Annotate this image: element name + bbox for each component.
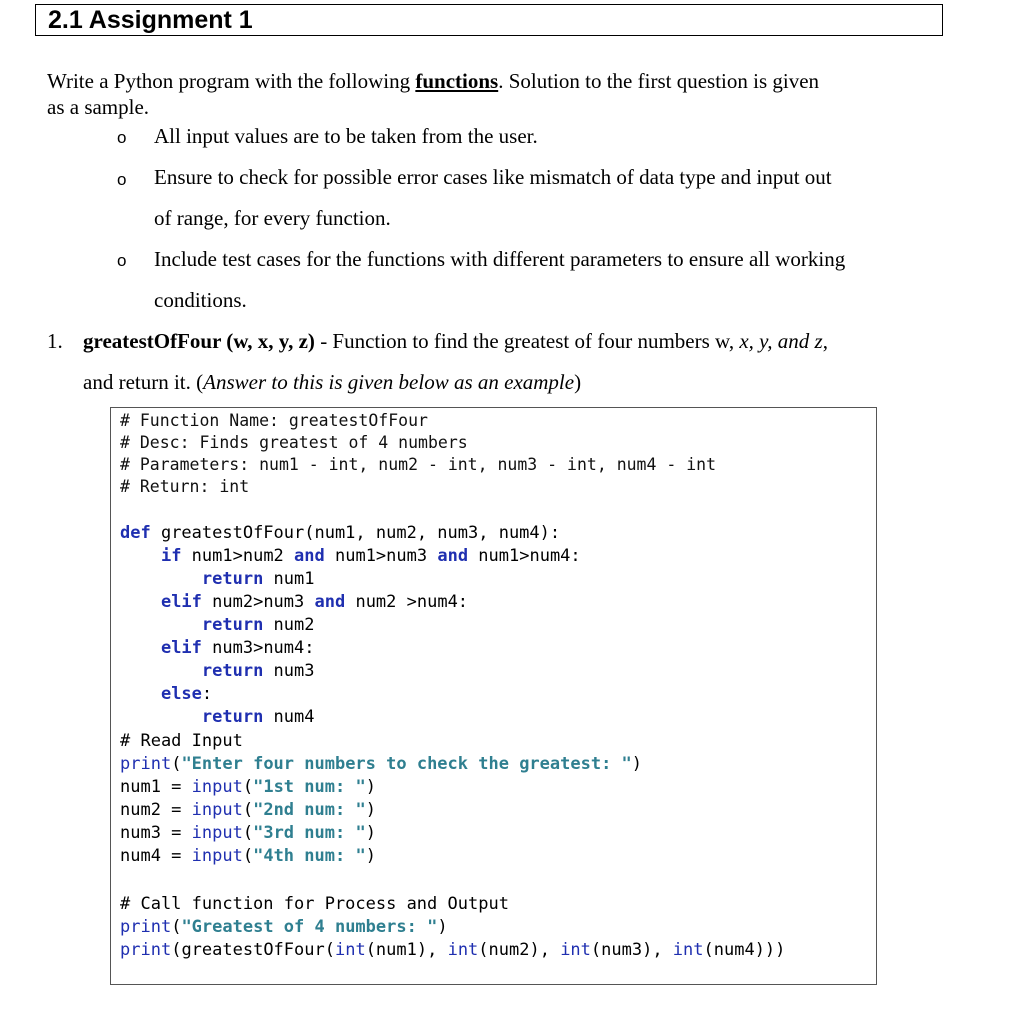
code-line-if: if num1>num2 and num1>num3 and num1>num4: [160,546,581,566]
code-line-elif: elif num3>num4: [160,638,315,658]
function-signature: greatestOfFour (w, x, y, z) [83,329,315,353]
bullet-test-cases-line-1: Include test cases for the functions with different parameters to ensure all working [154,247,846,271]
bullet-marker: o [117,170,127,189]
code-comment: # Parameters: num1 - int, num2 - int, num3 - int, num4 - int [120,455,717,474]
bullet-marker: o [117,128,127,147]
code-line-print: print("Greatest of 4 numbers: ") [120,917,448,937]
bullet-error-cases-line-2: of range, for every function. [154,206,391,230]
code-comment-call: # Call function for Process and Output [120,894,509,914]
functions-emphasis: functions [415,69,499,93]
bullet-test-cases-line-2: conditions. [154,288,247,312]
section-heading: 2.1 Assignment 1 [35,4,943,36]
code-line-input: num1 = input("1st num: ") [120,777,376,797]
intro-line-1: Write a Python program with the following functions. Solution to the first question is given [47,69,820,93]
code-comment: # Desc: Finds greatest of 4 numbers [120,433,468,452]
code-comment: # Return: int [120,477,250,496]
bullet-marker: o [117,251,127,270]
code-line-return: return num4 [201,707,315,727]
code-line-return: return num3 [201,661,315,681]
question-line-2: and return it. (Answer to this is given below as an example) [83,370,582,394]
code-line-print: print("Enter four numbers to check the greatest: ") [120,754,643,774]
intro-line-2: as a sample. [47,95,150,119]
question-number: 1. [47,329,63,353]
question-line-1: greatestOfFour (w, x, y, z) - Function to find the greatest of four numbers w, x, y, and z, [83,329,828,353]
code-line-elif: elif num2>num3 and num2 >num4: [160,592,469,612]
bullet-input-from-user: All input values are to be taken from the user. [154,124,538,148]
bullet-error-cases-line-1: Ensure to check for possible error cases like mismatch of data type and input out [154,165,832,189]
code-line-input: num2 = input("2nd num: ") [120,800,376,820]
code-line-return: return num1 [201,569,315,589]
code-line-final-call: print(greatestOfFour(int(num1), int(num2), int(num3), int(num4))) [120,940,786,960]
code-line-input: num4 = input("4th num: ") [120,846,376,866]
code-line-return: return num2 [201,615,315,635]
code-comment-read-input: # Read Input [120,731,243,751]
code-line-def: def greatestOfFour(num1, num2, num3, num4): [120,523,561,543]
code-line-else: else: [160,684,213,704]
code-line-input: num3 = input("3rd num: ") [120,823,376,843]
code-comment: # Function Name: greatestOfFour [120,411,428,430]
